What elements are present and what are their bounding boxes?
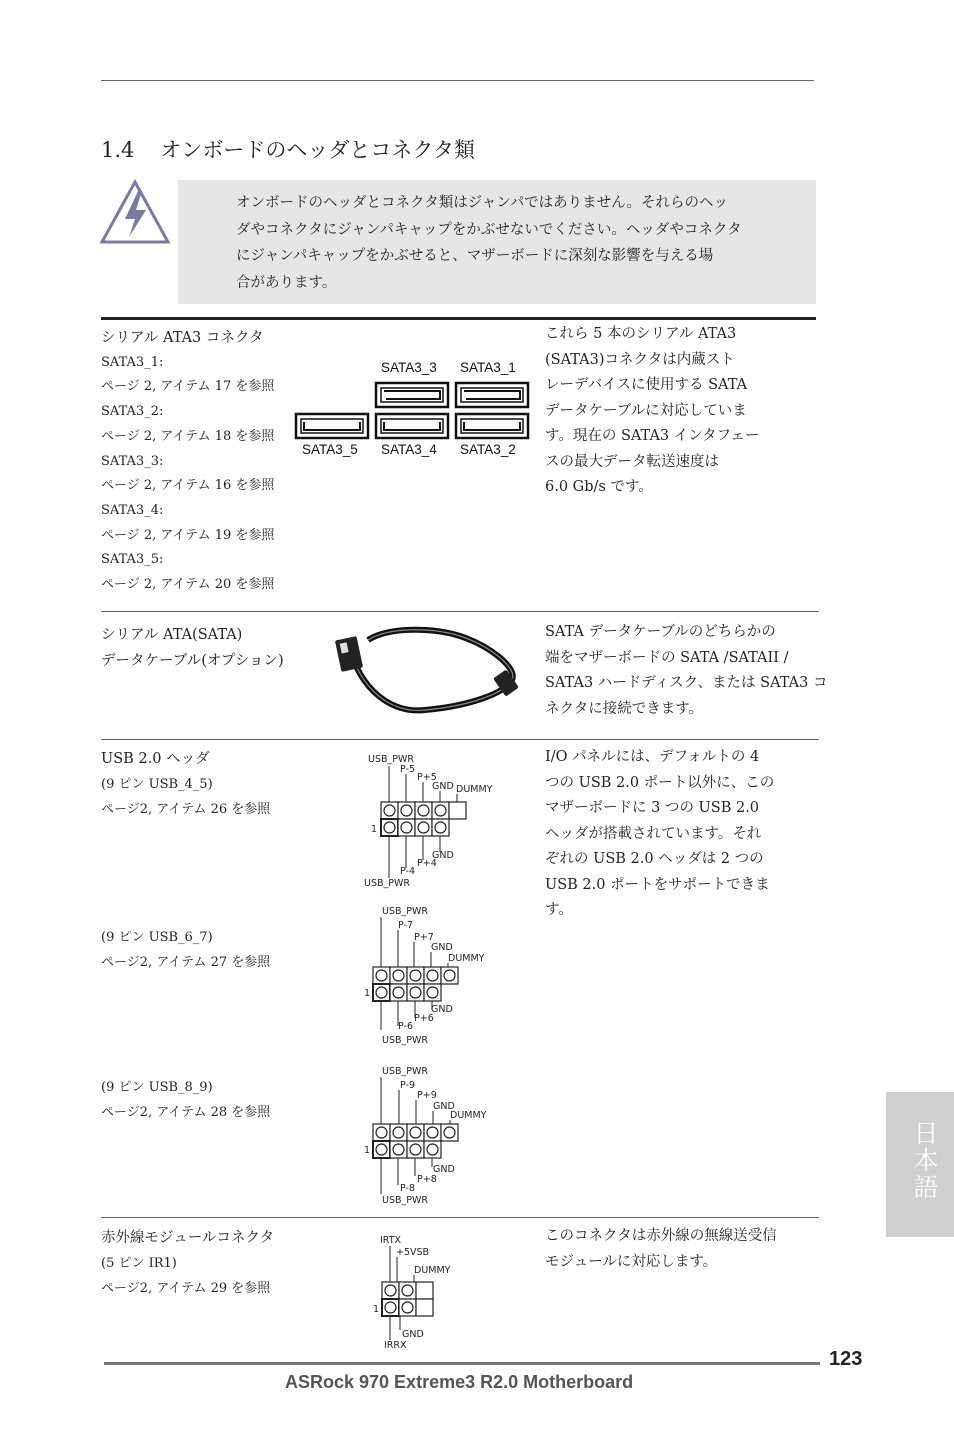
cable-desc-line: ネクタに接続できます。	[545, 700, 704, 717]
pin-grid	[381, 802, 466, 836]
cable-desc-line: 端をマザーボードの SATA /SATAII /	[545, 649, 789, 666]
language-tab-label: 日本語	[910, 1120, 939, 1201]
sata3-5-label: SATA3_5	[302, 442, 358, 457]
cable-left	[101, 622, 284, 674]
vsb-label: +5VSB	[396, 1247, 430, 1258]
usb-left-2	[101, 925, 270, 975]
ir-desc-line: このコネクタは赤外線の無線送受信	[545, 1228, 777, 1244]
gnd-top-label: GND	[433, 1101, 455, 1112]
ir-sub: (5 ピン IR1)	[101, 1256, 177, 1271]
page-number: 123	[829, 1348, 863, 1370]
p-plus-top-label: P+5	[417, 772, 437, 783]
p-minus-bottom-label: P-4	[400, 866, 415, 877]
usb-desc-line: USB 2.0 ポートをサポートできま	[545, 876, 770, 893]
dummy-label: DUMMY	[448, 953, 485, 964]
pin-one-label: 1	[364, 988, 371, 999]
cable-title-line: シリアル ATA(SATA)	[101, 627, 243, 643]
usb-header-diagram-1	[362, 752, 502, 892]
gnd-bottom-label: GND	[432, 850, 454, 861]
pin-grid	[373, 967, 458, 1001]
sata-ref: SATA3_3:	[101, 453, 164, 469]
warning-lightning-icon	[99, 179, 171, 245]
p-minus-bottom-label: P-8	[400, 1183, 415, 1194]
sata-rule	[101, 317, 816, 320]
gnd-bottom-label: GND	[433, 1164, 455, 1175]
sata3-3-label: SATA3_3	[381, 360, 437, 375]
pin-one-label: 1	[371, 824, 378, 835]
pin-one-label: 1	[364, 1145, 371, 1156]
footer-rule	[104, 1362, 820, 1365]
sata-ref: ページ 2, アイテム 19 を参照	[101, 527, 275, 543]
sata-description	[545, 322, 759, 501]
irtx-label: IRTX	[380, 1235, 402, 1246]
cable-desc-line: SATA3 ハードディスク、または SATA3 コ	[545, 675, 828, 691]
irrx-label: IRRX	[384, 1340, 407, 1351]
usb-header-diagram-2	[362, 904, 502, 1046]
usb-sub: (9 ピン USB_4_5)	[101, 777, 213, 792]
p-minus-top-label: P-5	[400, 764, 415, 775]
sata-port-4	[376, 414, 448, 438]
sata-desc-line: これら 5 本のシリアル ATA3	[545, 326, 737, 342]
usb-sub: (9 ピン USB_6_7)	[101, 930, 213, 945]
p-plus-top-label: P+9	[417, 1090, 437, 1101]
p-minus-top-label: P-7	[398, 920, 413, 931]
sata-connectors-diagram	[294, 380, 534, 442]
sata-desc-line: (SATA3)コネクタは内蔵スト	[545, 351, 735, 368]
sata-desc-line: 6.0 Gb/s です。	[545, 479, 653, 495]
usb-pwr-bottom-label: USB_PWR	[382, 1195, 428, 1206]
usb-title: USB 2.0 ヘッダ	[101, 751, 210, 767]
sata-ref: SATA3_1:	[101, 354, 164, 370]
sata3-4-label: SATA3_4	[381, 442, 437, 457]
usb-ref: ページ2, アイテム 27 を参照	[101, 955, 271, 970]
usb-desc-line: ぞれの USB 2.0 ヘッダは 2 つの	[545, 851, 764, 867]
sata-desc-line: データケーブルに対応していま	[545, 402, 747, 419]
top-rule	[101, 80, 814, 81]
usb-pwr-top-label: USB_PWR	[382, 1066, 428, 1077]
p-plus-top-label: P+7	[414, 932, 434, 943]
pin-one-label: 1	[373, 1304, 380, 1315]
sata-port-1	[456, 383, 528, 407]
sata-ref: SATA3_5:	[101, 552, 164, 568]
usb-desc-line: ヘッダが搭載されています。それ	[545, 825, 762, 842]
sata-ref: ページ 2, アイテム 16 を参照	[101, 478, 275, 494]
dummy-label: DUMMY	[450, 1110, 487, 1121]
sata-desc-line: レーデバイスに使用する SATA	[545, 377, 748, 393]
language-side-tab	[886, 1092, 954, 1237]
pin-grid	[382, 1282, 433, 1316]
sata-port-5	[296, 414, 368, 438]
sata-desc-line: す。現在の SATA3 インタフェー	[545, 428, 760, 444]
ir-description	[545, 1224, 777, 1275]
notice-line: オンボードのヘッダとコネクタ類はジャンパではありません。それらのヘッ	[236, 195, 728, 211]
notice-line: ダやコネクタにジャンパキャップをかぶせないでください。ヘッダやコネクタ	[236, 221, 742, 238]
gnd-label: GND	[402, 1329, 424, 1340]
sata-ref: ページ 2, アイテム 20 を参照	[101, 577, 275, 593]
usb-left-3	[101, 1075, 270, 1125]
gnd-bottom-label: GND	[431, 1004, 453, 1015]
p-plus-bottom-label: P+8	[417, 1174, 437, 1185]
ir-rule	[101, 1217, 819, 1218]
usb-ref: ページ2, アイテム 28 を参照	[101, 1105, 271, 1120]
usb-pwr-top-label: USB_PWR	[382, 906, 428, 917]
dummy-label: DUMMY	[456, 784, 493, 795]
usb-left-1	[101, 747, 270, 822]
usb-desc-line: つの USB 2.0 ポート以外に、この	[545, 774, 775, 791]
section-title	[101, 134, 475, 164]
pin-grid	[373, 1124, 458, 1158]
gnd-top-label: GND	[431, 942, 453, 953]
usb-ref: ページ2, アイテム 26 を参照	[101, 802, 271, 817]
gnd-top-label: GND	[432, 781, 454, 792]
sata-port-3	[376, 383, 448, 407]
usb-desc-line: I/O パネルには、デフォルトの 4	[545, 749, 760, 765]
sata-desc-line: スの最大データ転送速度は	[545, 453, 719, 470]
ir-left	[101, 1226, 274, 1301]
ir-ref: ページ2, アイテム 29 を参照	[101, 1281, 271, 1296]
dummy-label: DUMMY	[414, 1265, 451, 1276]
usb-pwr-top-label: USB_PWR	[368, 754, 414, 765]
usb-desc-line: マザーボードに 3 つの USB 2.0	[545, 800, 760, 816]
ir-title: 赤外線モジュールコネクタ	[101, 1230, 275, 1246]
sata-port-2	[456, 414, 528, 438]
usb-pwr-bottom-label: USB_PWR	[382, 1035, 428, 1046]
sata-cable-image	[330, 618, 530, 718]
usb-description	[545, 745, 774, 924]
p-minus-bottom-label: P-6	[398, 1021, 413, 1032]
cable-title-line: データケーブル(オプション)	[101, 653, 284, 669]
sata-ref: ページ 2, アイテム 17 を参照	[101, 379, 275, 395]
usb-header-diagram-3	[362, 1064, 502, 1206]
cable-rule	[101, 611, 819, 612]
p-minus-top-label: P-9	[400, 1080, 415, 1091]
cable-description	[545, 620, 827, 722]
section-title-text: オンボードのヘッダとコネクタ類	[160, 138, 475, 162]
sata-ref: SATA3_2:	[101, 404, 164, 420]
sata3-1-label: SATA3_1	[460, 360, 516, 375]
notice-line: 合があります。	[236, 274, 337, 291]
usb-sub: (9 ピン USB_8_9)	[101, 1080, 213, 1095]
sata3-2-label: SATA3_2	[460, 442, 516, 457]
notice-line: にジャンパキャップをかぶせると、マザーボードに深刻な影響を与える場	[236, 248, 714, 264]
usb-rule	[101, 739, 819, 740]
usb-pwr-bottom-label: USB_PWR	[364, 878, 410, 889]
sata-title: シリアル ATA3 コネクタ	[101, 330, 264, 346]
sata-ref: SATA3_4:	[101, 502, 164, 518]
sata-ref: ページ 2, アイテム 18 を参照	[101, 428, 275, 444]
cable-desc-line: SATA データケーブルのどちらかの	[545, 624, 776, 640]
notice-text	[236, 190, 756, 296]
usb-desc-line: す。	[545, 902, 573, 918]
p-plus-bottom-label: P+6	[414, 1013, 434, 1024]
p-plus-bottom-label: P+4	[417, 858, 437, 869]
sata-left	[101, 326, 274, 598]
ir-desc-line: モジュールに対応します。	[545, 1253, 718, 1270]
section-number: 1.4	[101, 138, 135, 162]
ir-header-diagram	[370, 1232, 480, 1352]
footer-title: ASRock 970 Extreme3 R2.0 Motherboard	[285, 1372, 634, 1392]
